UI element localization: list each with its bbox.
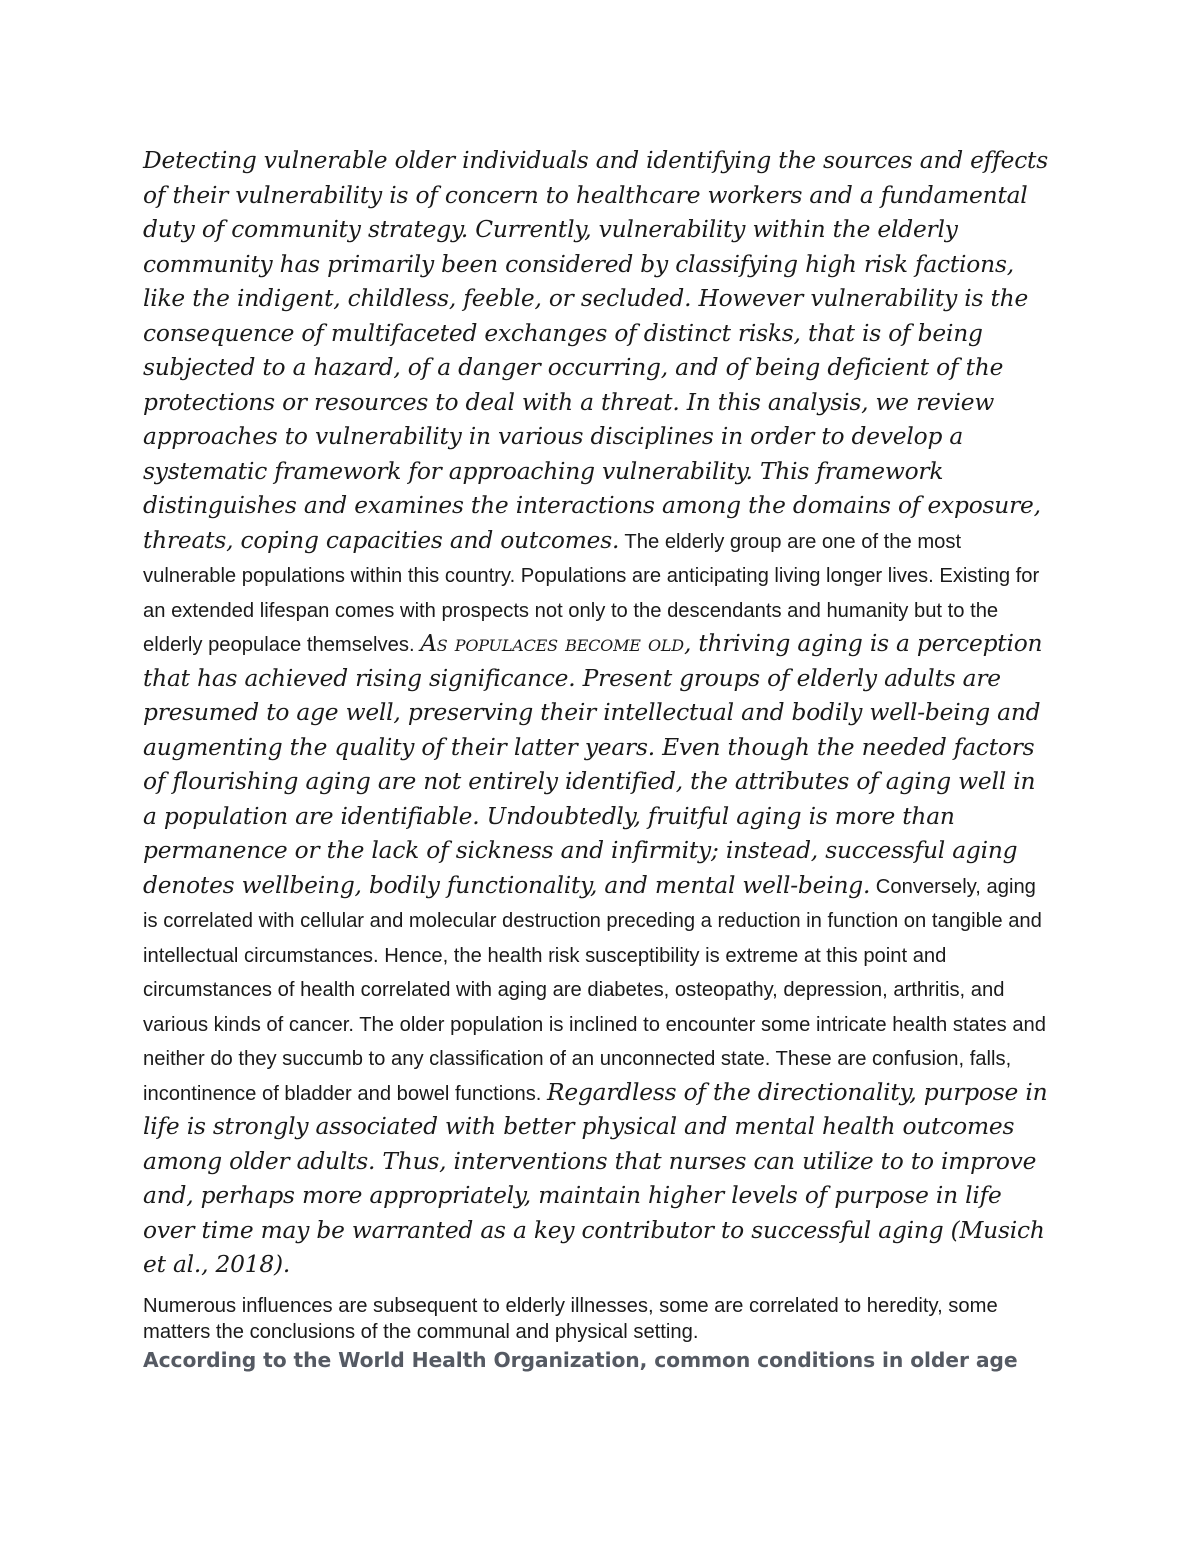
bold-passage-who: According to the World Health Organization, common conditions in older age [143, 1347, 1018, 1372]
smallcaps-passage-populaces: As populaces become old [420, 630, 684, 657]
plain-passage-conversely: Conversely, aging is correlated with cellular and molecular destruction preceding a reduction in function on tangible and intellectual circumstances. Hence, the health risk susceptibility is extreme at this point and circumstances of health correlated with aging are diabetes, osteopathy, depression, arthritis, and various kinds of cancer. The older population is inclined to encounter some intricate health states and neither do they succumb to any classification of an unconnected state. These are confusion, falls, incontinence of bladder and bowel functions. [143, 875, 1046, 1105]
plain-passage-numerous-influences: Numerous influences are subsequent to elderly illnesses, some are correlated to heredity, some matters the conclusions of the communal and physical setting. [143, 1294, 998, 1343]
body-paragraph-1 [143, 144, 1053, 1283]
document-page [143, 144, 1053, 1375]
italic-passage-purpose-in-life: Regardless of the directionality, purpose in life is strongly associated with better physical and mental health outcomes among older adults. Thus, interventions that nurses can utilize to to improve and, perhaps more appropriately, maintain higher levels of purpose in life over time may be warranted as a key contributor to successful aging (Musich et al., 2018). [143, 1078, 1048, 1278]
italic-passage-vulnerability: Detecting vulnerable older individuals and identifying the sources and effects of their vulnerability is of concern to healthcare workers and a fundamental duty of community strategy. Currently, vulnerability within the elderly community has primarily been considered by classifying high risk factions, like the indigent, childless, feeble, or secluded. However vulnerability is the consequence of multifaceted exchanges of distinct risks, that is of being subjected to a hazard, of a danger occurring, and of being deficient of the protections or resources to deal with a threat. In this analysis, we review approaches to vulnerability in various disciplines in order to develop a systematic framework for approaching vulnerability. This framework distinguishes and examines the interactions among the domains of exposure, threats, coping capacities and outcomes. [143, 147, 1048, 554]
italic-passage-thriving-aging: , thriving aging is a perception that has achieved rising significance. Present groups of elderly adults are presumed to age well, preserving their intellectual and bodily well-being and augmenting the quality of their latter years. Even though the needed factors of flourishing aging are not entirely identified, the attributes of aging well in a population are identifiable. Undoubtedly, fruitful aging is more than permanence or the lack of sickness and infirmity; instead, successful aging denotes wellbeing, bodily functionality, and mental well-being. [143, 630, 1043, 899]
body-paragraph-2 [143, 1293, 1053, 1375]
plain-passage-elderly-group: The elderly group are one of the most vulnerable populations within this country. Populations are anticipating living longer lives. Existing for an extended lifespan comes with prospects not only to the descendants and humanity but to the elderly peopulace themselves. [143, 530, 1040, 656]
